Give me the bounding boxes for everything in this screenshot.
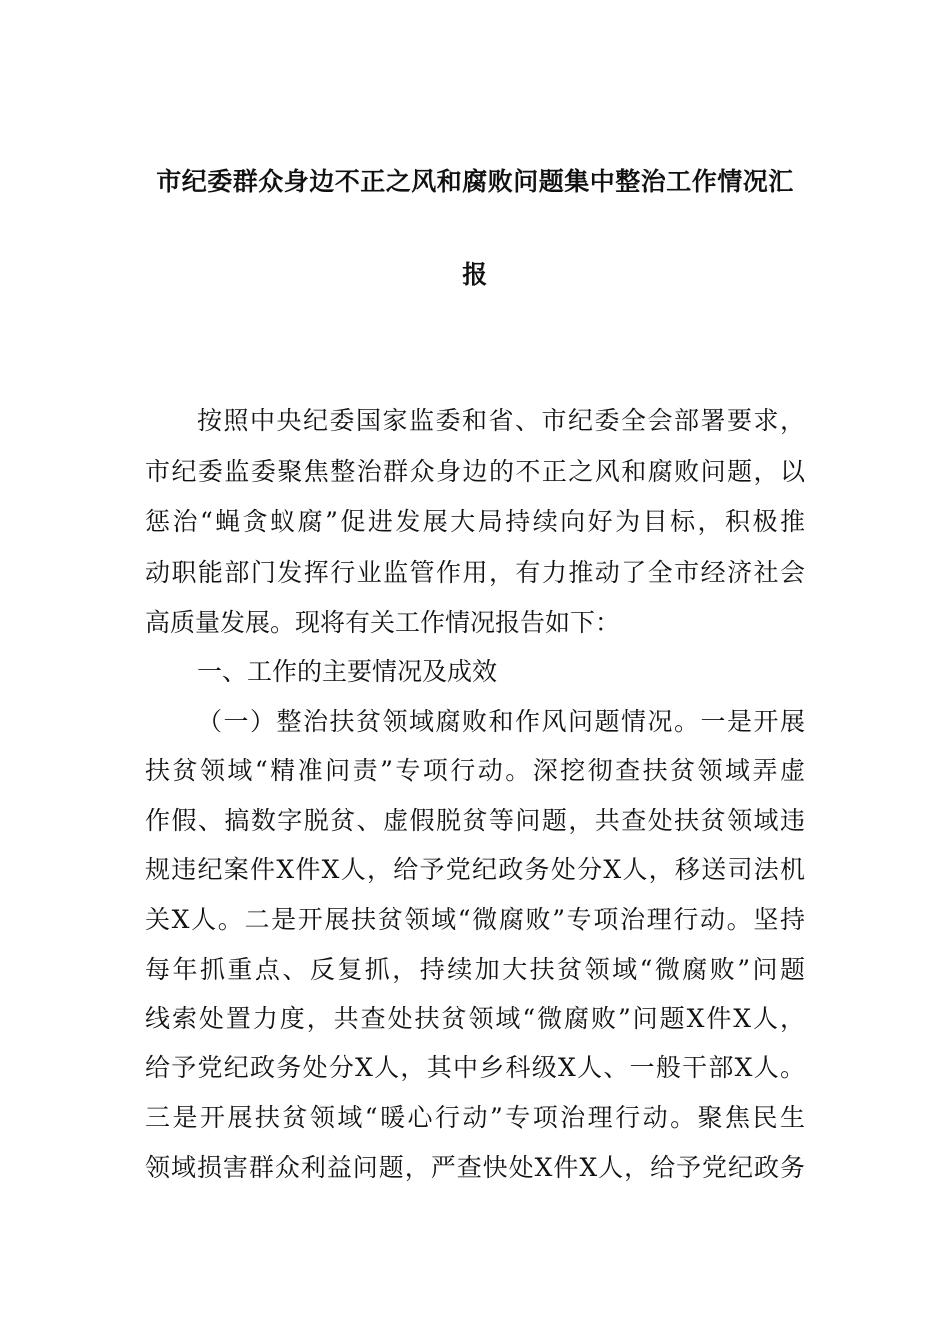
document-title-line-1: 市纪委群众身边不正之风和腐败问题集中整治工作情况汇 [156, 167, 794, 196]
paragraph-1-line-2: 市纪委监委聚焦整治群众身边的不正之风和腐败问题，以 [145, 457, 805, 486]
paragraph-2-line-5: 关X人。二是开展扶贫领域“微腐败”专项治理行动。坚持 [145, 905, 805, 934]
paragraph-2-line-4: 规违纪案件X件X人，给予党纪政务处分X人，移送司法机 [145, 855, 805, 884]
paragraph-2-line-1: （一）整治扶贫领域腐败和作风问题情况。一是开展 [197, 707, 805, 736]
section-heading: 一、工作的主要情况及成效 [197, 657, 498, 686]
paragraph-1-line-4: 动职能部门发挥行业监管作用，有力推动了全市经济社会 [145, 558, 805, 587]
paragraph-2-line-3: 作假、搞数字脱贫、虚假脱贫等问题，共查处扶贫领域违 [145, 806, 805, 835]
paragraph-2-line-10: 领域损害群众利益问题，严查快处X件X人，给予党纪政务 [145, 1153, 805, 1182]
paragraph-2-line-8: 给予党纪政务处分X人，其中乡科级X人、一般干部X人。 [145, 1053, 805, 1082]
paragraph-1-line-5: 高质量发展。现将有关工作情况报告如下： [145, 608, 621, 637]
paragraph-2-line-6: 每年抓重点、反复抓，持续加大扶贫领域“微腐败”问题 [145, 955, 805, 984]
document-title-line-2: 报 [462, 260, 488, 289]
paragraph-1-line-3: 惩治“蝇贪蚁腐”促进发展大局持续向好为目标，积极推 [145, 507, 805, 536]
paragraph-2-line-7: 线索处置力度，共查处扶贫领域“微腐败”问题X件X人， [145, 1004, 805, 1033]
paragraph-1-line-1: 按照中央纪委国家监委和省、市纪委全会部署要求， [197, 406, 805, 435]
paragraph-2-line-9: 三是开展扶贫领域“暖心行动”专项治理行动。聚焦民生 [145, 1103, 805, 1132]
paragraph-2-line-2: 扶贫领域“精准问责”专项行动。深挖彻查扶贫领域弄虚 [145, 756, 805, 785]
